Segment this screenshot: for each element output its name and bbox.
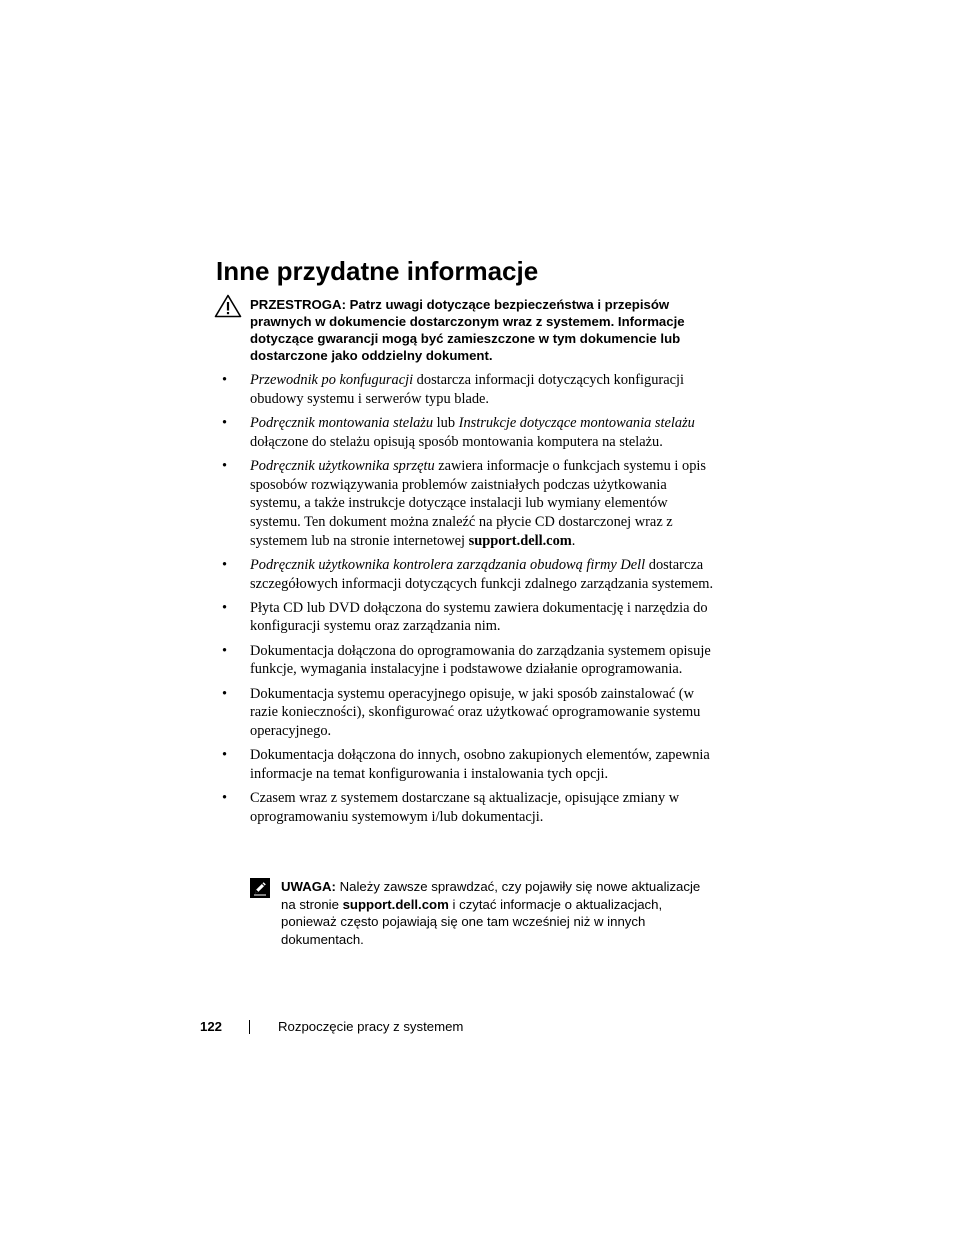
note-pencil-icon <box>250 878 270 898</box>
support-link[interactable]: support.dell.com <box>468 532 572 549</box>
page-number: 122 <box>200 1019 223 1034</box>
page-heading: Inne przydatne informacje <box>216 256 539 286</box>
note-text <box>281 878 717 948</box>
list-item-text: Czasem wraz z systemem dostarczane są aktualizacje, opisujące zmiany w oprogramowaniu systemowym i/lub dokumentacji. <box>250 790 680 825</box>
list-item <box>222 556 718 593</box>
list-item-text: Dokumentacja systemu operacyjnego opisuje, w jaki sposób zainstalować (w razie konieczności), skonfigurować oraz użytkować oprogramowanie systemu operacyjnego. <box>250 685 701 739</box>
list-item <box>222 371 718 408</box>
document-title: Podręcznik użytkownika sprzętu <box>250 457 435 474</box>
note-body: i czytać informacje o aktualizacjach, ponieważ często pojawiają się one tam wcześniej niż w innych dokumentach. <box>281 896 663 947</box>
document-title: Przewodnik po konfuguracji <box>250 372 414 388</box>
note-label: UWAGA: <box>281 879 336 894</box>
warning-triangle-icon <box>214 294 242 318</box>
list-item-text: lub <box>433 414 459 431</box>
bullet-icon: • <box>222 457 228 474</box>
list-item-text: dołączone do stelażu opisują sposób montowania komputera na stelażu. <box>250 433 663 450</box>
list-item-text: zawiera informacje o funkcjach systemu i opis sposobów rozwiązywania problemów zaistniałych podczas użytkowania systemu, a także instrukcje dotyczące instalacji lub wymiany elementów systemu. Ten dokument można znaleźć na płycie CD dostarczonej wraz z systemem lub na stronie internetowej <box>250 457 706 549</box>
bullet-icon: • <box>222 642 228 659</box>
bullet-icon: • <box>222 556 228 573</box>
list-item <box>222 414 718 451</box>
bullet-icon: • <box>222 790 228 807</box>
document-title: Podręcznik montowania stelażu <box>250 414 434 431</box>
bullet-icon: • <box>222 599 228 616</box>
list-item-text: . <box>571 532 576 549</box>
list-item <box>222 642 718 679</box>
list-item <box>222 685 718 741</box>
document-title: Podręcznik użytkownika kontrolera zarządzania obudową firmy Dell <box>250 556 646 573</box>
list-item <box>222 457 718 551</box>
footer-divider <box>249 1020 250 1034</box>
list-item-text: Płyta CD lub DVD dołączona do systemu zawiera dokumentację i narzędzia do konfiguracji systemu oraz zarządzania nim. <box>250 599 708 635</box>
bullet-icon: • <box>222 414 228 431</box>
footer-title: Rozpoczęcie pracy z systemem <box>278 1019 464 1034</box>
documentation-list <box>222 371 718 832</box>
list-item <box>222 746 718 783</box>
support-link[interactable]: support.dell.com <box>342 896 449 912</box>
list-item <box>222 789 718 826</box>
list-item-text: Dokumentacja dołączona do oprogramowania do zarządzania systemem opisuje funkcje, wymagania instalacyjne i podstawowe działanie oprogramowania. <box>250 642 711 678</box>
list-item-text: dostarcza szczegółowych informacji dotyczących funkcji zdalnego zarządzania systemem. <box>250 556 714 592</box>
note-body: Należy zawsze sprawdzać, czy pojawiły się nowe aktualizacje na stronie <box>281 879 701 912</box>
list-item-text: dostarcza informacji dotyczących konfiguracji obudowy systemu i serwerów typu blade. <box>250 372 684 407</box>
caution-text: PRZESTROGA: Patrz uwagi dotyczące bezpieczeństwa i przepisów prawnych w dokumencie dostarczonym wraz z systemem. Informacje dotyczące gwarancji mogą być zamieszczone w tym dokumencie lub dostarczone jako oddzielny dokument. <box>250 297 685 363</box>
list-item-text: Dokumentacja dołączona do innych, osobno zakupionych elementów, zapewnia informacje na temat konfigurowania i instalowania tych opcji. <box>250 747 710 782</box>
bullet-icon: • <box>222 747 228 764</box>
bullet-icon: • <box>222 685 228 702</box>
document-title: Instrukcje dotyczące montowania stelażu <box>458 414 695 431</box>
bullet-icon: • <box>222 372 228 388</box>
list-item <box>222 599 718 636</box>
